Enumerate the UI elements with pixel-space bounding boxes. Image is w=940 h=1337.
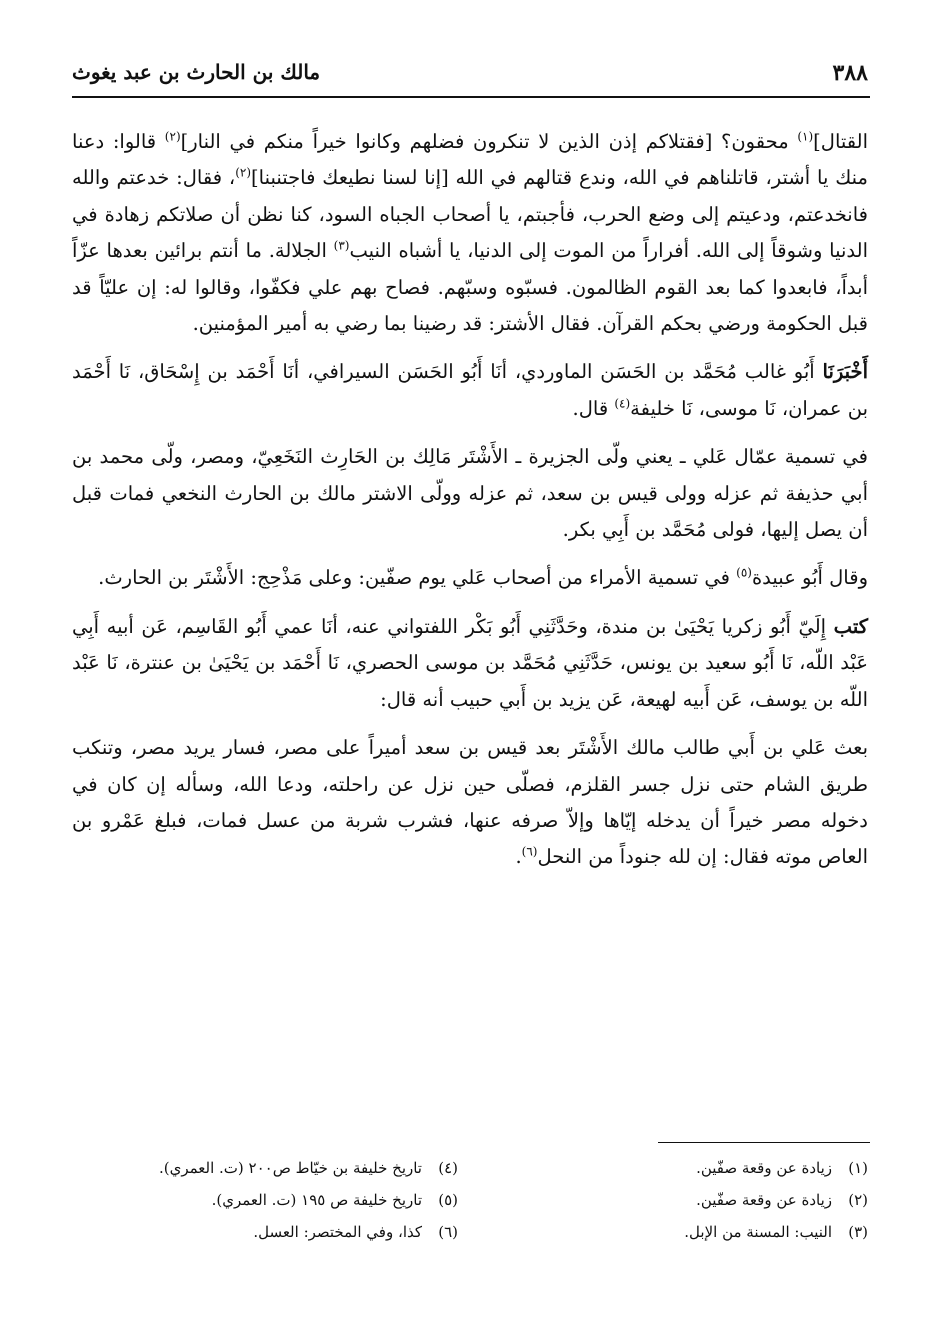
paragraph-1: [72, 124, 868, 342]
footnote-number: (٢): [848, 1191, 868, 1209]
footnote-text: كذا، وفي المختصر: العسل.: [253, 1223, 422, 1241]
text-run: ، فقال: خدعتم والله فانخدعتم، ودعيتم إلى وضع الحرب، فأجبتم، يا أصحاب الجباه السود، كنا نظن أن صلاتكم زهادة في الدنيا وشوقاً إلى الله. أفراراً من الموت إلى الدنيا، يا أشباه النيب: [72, 166, 868, 263]
text-run: في تسمية عمّال عَلي ـ يعني ولّى الجزيرة ـ الأَشْتَر مَالِك بن الحَارِث النَخَعِيّ، ومصر، ولّى محمد بن أبي حذيفة ثم عزله وولى قيس بن سعد، ثم عزله وولّى الاشتر مالك بن الحارث النخعي فمات قبل أن يصل إليها، فولى مُحَمَّد بن أَبِي بكر.: [72, 445, 868, 542]
footnote-item: [478, 1152, 868, 1184]
paragraph-6: [72, 730, 868, 876]
footnote-text: تاريخ خليفة ص ١٩٥ (ت. العمري).: [211, 1191, 422, 1209]
footnote-item: [68, 1152, 458, 1184]
footnote-ref-2b: (٢): [235, 165, 252, 180]
text-run: الجلالة. ما أنتم برائين بعدها عزّاً أبداً، فابعدوا كما بعد القوم الظالمون. فسبّوه وسبّهم. فصاح بهم علي فكفّوا، وقالوا له: إن عليّاً قد قبل الحكومة ورضي بحكم القرآن. فقال الأشتر: قد رضينا بما رضي به أمير المؤمنين.: [72, 239, 868, 336]
footnote-ref-6: (٦): [521, 844, 538, 859]
footnote-text: النيب: المسنة من الإبل.: [684, 1223, 832, 1241]
lead-word: أَخْبَرَنَا: [822, 360, 868, 384]
text-run: أَبُو غالب مُحَمَّد بن الحَسَن الماوردي، أنَا أَبُو الحَسَن السيرافي، أنَا أَحْمَد بن إِسْحَاق، نَا أَحْمَد بن عمران، نَا موسى، نَا خليفة: [72, 360, 868, 420]
page-number: ٣٨٨: [832, 60, 868, 86]
footnote-number: (١): [848, 1159, 868, 1177]
text-run: بعث عَلي بن أَبي طالب مالك الأَشْتَر بعد قيس بن سعد أميراً على مصر، فسار يريد مصر، وتنكب طريق الشام حتى نزل جسر القلزم، فصلّى حين نزل عن راحلته، ودعا الله، وسأله إن كان في دخوله مصر خيراً أن يدخله إيّاها وإلاّ صرفه عنها، فشرب شربة من عسل فمات، فبلغ عَمْرو بن العاص موته فقال: إن لله جنوداً من النحل: [72, 736, 868, 869]
main-text: [72, 124, 868, 876]
text-run: إِلَيّ أَبُو زكريا يَحْيَىٰ بن مندة، وحَدَّثَنِي أَبُو بَكْر اللفتواني عنه، أنَا عمي أَبُو القَاسِم، عَن أبيه أَبِي عَبْد اللّه، نَا أَبُو سعيد بن يونس، حَدَّثَنِي مُحَمَّد بن موسى الحصري، نَا أَحْمَد بن يَحْيَىٰ بن عنترة، نَا عَبْد اللّه بن يوسف، عَن أَبيه لهيعة، عَن يزيد بن أَبي حبيب أنه قال:: [72, 614, 868, 711]
footnote-item: [478, 1184, 868, 1216]
footnote-rule: [658, 1142, 870, 1143]
text-run: .: [515, 845, 522, 869]
footnote-number: (٦): [438, 1223, 458, 1241]
text-run: قالوا: دعنا منك يا أشتر، قاتلناهم في الله، وندع قتالهم في الله [إنا لسنا نطيعك فاجتنبنا]: [72, 130, 868, 190]
paragraph-5: [72, 609, 868, 718]
lead-word: كتب: [833, 614, 868, 638]
text-run: قال.: [572, 396, 615, 420]
footnote-number: (٤): [438, 1159, 458, 1177]
footnote-item: [68, 1216, 458, 1248]
footnote-ref-1: (١): [797, 129, 814, 144]
footnote-text: زيادة عن وقعة صفّين.: [696, 1159, 832, 1177]
footnote-number: (٥): [438, 1191, 458, 1209]
footnotes-column-left: [68, 1152, 458, 1248]
text-run: القتال]: [813, 130, 868, 153]
footnote-ref-2: (٢): [164, 129, 181, 144]
footnote-ref-3: (٣): [333, 238, 350, 253]
page-header: [72, 56, 868, 90]
footnote-item: [68, 1184, 458, 1216]
footnote-ref-5: (٥): [736, 565, 752, 580]
paragraph-2: [72, 354, 868, 427]
text-run: في تسمية الأمراء من أصحاب عَلي يوم صفّين: وعلى مَذْحِج: الأَشْتَر بن الحارث.: [98, 566, 737, 590]
footnote-item: [478, 1216, 868, 1248]
paragraph-4: [72, 560, 868, 596]
footnote-text: زيادة عن وقعة صفّين.: [696, 1191, 832, 1209]
footnotes-column-right: [478, 1152, 868, 1248]
footnote-number: (٣): [848, 1223, 868, 1241]
text-run: وقال أَبُو عبيدة: [751, 566, 868, 590]
footnote-text: تاريخ خليفة بن خيّاط ص٢٠٠ (ت. العمري).: [158, 1159, 422, 1177]
running-title: مالك بن الحارث بن عبد يغوث: [72, 60, 321, 84]
footnote-ref-4: (٤): [614, 396, 631, 411]
paragraph-3: [72, 439, 868, 548]
footnotes: [72, 1152, 868, 1262]
text-run: محقون؟ [فقتلاكم إذن الذين لا تنكرون فضلهم وكانوا خيراً منكم في النار]: [180, 130, 798, 153]
header-rule: [72, 96, 870, 98]
